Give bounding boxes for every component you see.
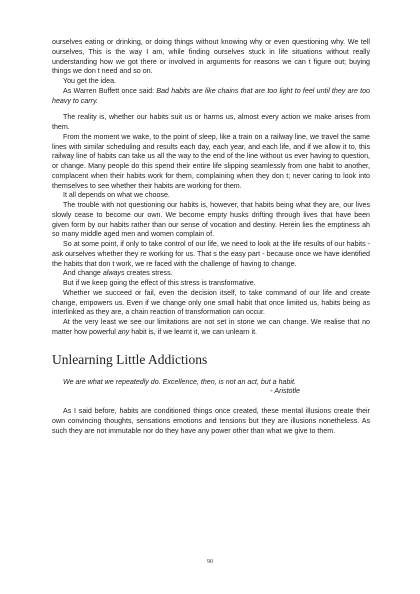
body-text [52, 38, 370, 436]
paragraph: It all depends on what we choose. [63, 191, 170, 200]
paragraph: The reality is, whether our habits suit us or harms us, almost every action we make arises from them. [52, 113, 370, 131]
paragraph: The trouble with not questioning our habits is, however, that habits being what they are, our lives slowly cease to become our own. We become empty husks drifting through lives that have been given form by our habits rather than our sense of vocation and destiny. Herein lies the emptiness ah so many middle aged men and women complain of. [52, 201, 370, 239]
limitations-paragraph [52, 318, 370, 338]
page-number: 90 [207, 559, 213, 565]
stress-paragraph [52, 269, 370, 279]
paragraph: So at some point, if only to take control of our life, we need to look at the life results of our habits - ask ourselves whether they re working for us. That s the easy part - because once we have identified the habits that don t work, we re faced with the challenge of having to change. [52, 240, 370, 268]
section-heading: Unlearning Little Addictions [52, 351, 208, 367]
stress-emphasis: always [102, 269, 125, 278]
buffett-paragraph [52, 87, 370, 107]
paragraph: From the moment we wake, to the point of sleep, like a train on a railway line, we travel the same lines with similar scheduling and results each day, each year, and each life, and if we allow it to, this railway line of habits can take us all the way to the end of the line without us ever having to question, or change. Many people do this spend their entire life slipping seamlessly from one habit to another, complacent when their habits work for them, complaining when they don t; never caring to look into themselves to see whether their habits are working for them. [52, 132, 370, 190]
paragraph: ourselves eating or drinking, or doing things without knowing why or even questioning why. We tell ourselves, This is the way I am, while finding ourselves stuck in life situations without really understanding how we got there or involved in arguments for reasons we can t figure out; buying things we don t need and so on. [52, 38, 370, 76]
epigraph-attribution: - Aristotle [270, 387, 300, 396]
paragraph: You get the idea. [63, 77, 116, 85]
stress-text-end: creates stress. [124, 269, 173, 278]
epigraph-quote: We are what we repeatedly do. Excellence, then, is not an act, but a habit. [63, 377, 296, 386]
limitations-text-end: habit is, if we learnt it, we can unlearn it. [129, 327, 258, 336]
limitations-emphasis: any [117, 327, 130, 336]
paragraph: As I said before, habits are conditioned things once created, these mental illusions create their own convincing thoughts, sensations emotions and tensions but they are illusions nonetheless. As such they are not immutable nor do they have any power other than what we give to them. [52, 407, 370, 435]
buffett-intro: As Warren Buffett once said: [63, 86, 157, 95]
stress-text: And change [63, 269, 103, 278]
buffett-quote: Bad habits are like chains that are too light to feel until they are too heavy to carry. [52, 86, 370, 105]
paragraph: But if we keep going the effect of this stress is transformative. [63, 279, 256, 287]
paragraph: Whether we succeed or fail, even the decision itself, to take command of our life and create change, empowers us. Even if we change only one small habit that once limited us, habits being as interlinked as they are, a chain reaction of transformation can occur. [52, 288, 370, 317]
limitations-text: At the very least we see our limitations are not set in stone we can change. We realise that no matter how powerful [52, 318, 370, 336]
